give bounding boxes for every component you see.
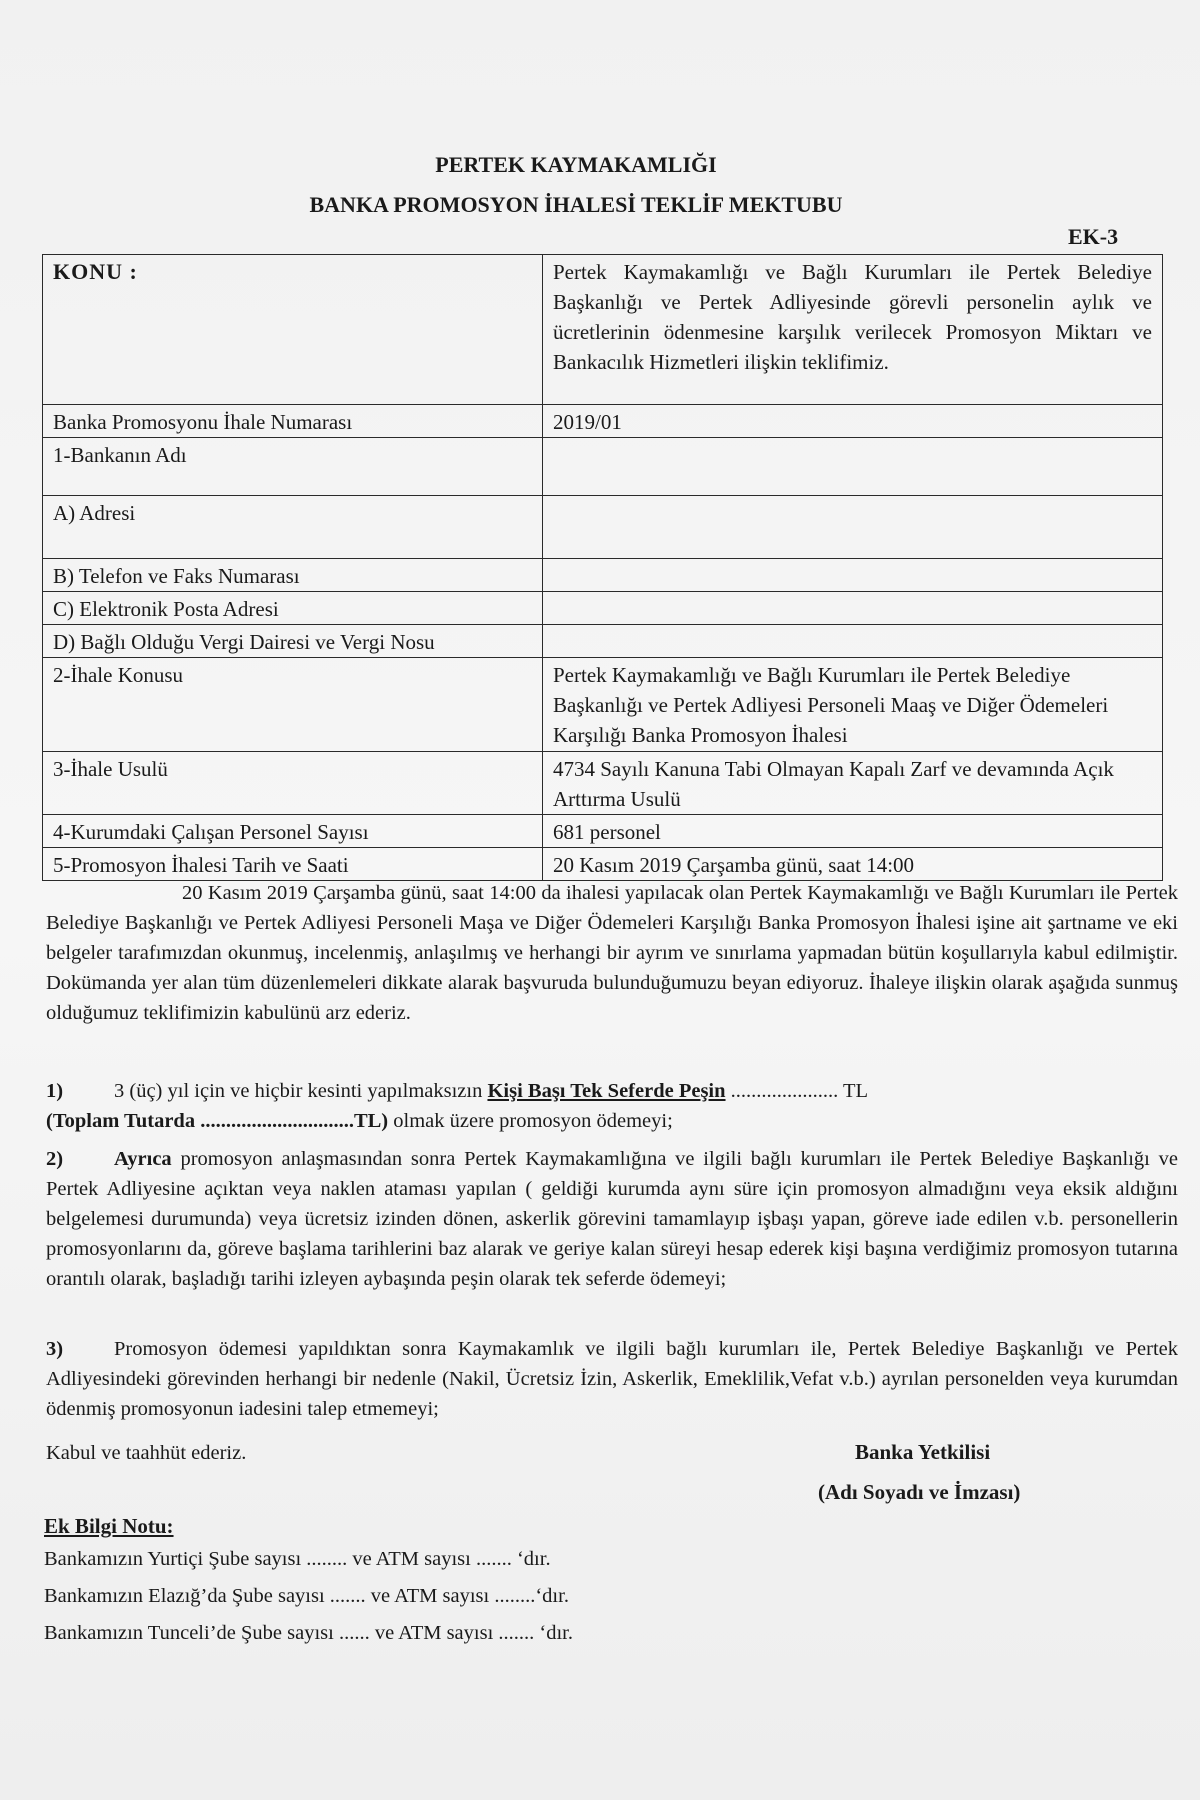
table-row (43, 405, 1163, 438)
row-label: B) Telefon ve Faks Numarası (43, 559, 543, 592)
item-1-text-c: olmak üzere promosyon ödemeyi; (388, 1110, 673, 1132)
note-line: Bankamızın Yurtiçi Şube sayısı ........ ve ATM sayısı ....... ‘dır. (44, 1548, 551, 1570)
row-value (543, 438, 1163, 496)
table-row (43, 592, 1163, 625)
item-1-text-b: ..................... TL (725, 1080, 869, 1102)
subject-label-cell (43, 255, 543, 405)
offer-form-table (42, 254, 1163, 881)
table-row (43, 255, 1163, 405)
note-line: Bankamızın Elazığ’da Şube sayısı ....... ve ATM sayısı ........‘dır. (44, 1585, 569, 1607)
subject-value: Pertek Kaymakamlığı ve Bağlı Kurumları ile Pertek Belediye Başkanlığı ve Pertek Adliyesinde görevli personelin aylık ve ücretlerinin ödenmesine karşılık verilecek Promosyon Miktarı ve Bankacılık Hizmetleri ilişkin teklifimiz. (543, 255, 1163, 405)
row-label: Banka Promosyonu İhale Numarası (43, 405, 543, 438)
item-3-number: 3) (46, 1338, 64, 1360)
table-row (43, 752, 1163, 815)
table-row (43, 815, 1163, 848)
note-heading: Ek Bilgi Notu: (44, 1514, 174, 1538)
item-2-number: 2) (46, 1148, 64, 1170)
row-value: 2019/01 (543, 405, 1163, 438)
table-row (43, 625, 1163, 658)
row-label: C) Elektronik Posta Adresi (43, 592, 543, 625)
document-title: BANKA PROMOSYON İHALESİ TEKLİF MEKTUBU (309, 192, 843, 217)
row-label: D) Bağlı Olduğu Vergi Dairesi ve Vergi Nosu (43, 625, 543, 658)
row-value (543, 625, 1163, 658)
table-row (43, 658, 1163, 752)
item-1-number: 1) (46, 1080, 64, 1102)
row-value (543, 496, 1163, 559)
row-label: 4-Kurumdaki Çalışan Personel Sayısı (43, 815, 543, 848)
row-value: 20 Kasım 2019 Çarşamba günü, saat 14:00 (543, 848, 1163, 881)
item-3-text: Promosyon ödemesi yapıldıktan sonra Kaymakamlık ve ilgili bağlı kurumları ile, Pertek Belediye Başkanlığı ve Pertek Adliyesindeki görevinden herhangi bir nedenle (Nakil, Ücretsiz İzin, Askerlik, Emeklilik,Vefat v.b.) ayrılan personelden veya kurumdan ödenmiş promosyonun iadesini talep etmemeyi; (46, 1338, 1178, 1420)
row-value (543, 559, 1163, 592)
item-2-lead: Ayrıca (114, 1148, 172, 1170)
table-row (43, 848, 1163, 881)
row-value: 681 personel (543, 815, 1163, 848)
row-value: Pertek Kaymakamlığı ve Bağlı Kurumları ile Pertek Belediye Başkanlığı ve Pertek Adliyesi Personeli Maaş ve Diğer Ödemeleri Karşılığı Banka Promosyon İhalesi (543, 658, 1163, 752)
row-value: 4734 Sayılı Kanuna Tabi Olmayan Kapalı Zarf ve devamında Açık Arttırma Usulü (543, 752, 1163, 815)
note-line: Bankamızın Tunceli’de Şube sayısı ...... ve ATM sayısı ....... ‘dır. (44, 1622, 573, 1644)
item-3 (46, 1334, 1178, 1424)
item-1-underlined: Kişi Başı Tek Seferde Peşin (487, 1080, 726, 1102)
row-label: 1-Bankanın Adı (43, 438, 543, 496)
table-row (43, 496, 1163, 559)
table-row (43, 559, 1163, 592)
row-label: 2-İhale Konusu (43, 658, 543, 752)
item-1-text-a: 3 (üç) yıl için ve hiçbir kesinti yapılmaksızın (114, 1080, 488, 1102)
row-label: A) Adresi (43, 496, 543, 559)
signature-title: Banka Yetkilisi (855, 1440, 991, 1464)
item-1-total: (Toplam Tutarda ..............................TL) (46, 1110, 389, 1132)
annex-label: EK-3 (1068, 224, 1119, 249)
item-2 (46, 1144, 1178, 1294)
institution-title: PERTEK KAYMAKAMLIĞI (435, 152, 717, 177)
table-row (43, 438, 1163, 496)
row-value (543, 592, 1163, 625)
closing-statement: Kabul ve taahhüt ederiz. (46, 1442, 247, 1464)
intro-paragraph: 20 Kasım 2019 Çarşamba günü, saat 14:00 da ihalesi yapılacak olan Pertek Kaymakamlığı ve Bağlı Kurumları ile Pertek Belediye Başkanlığı ve Pertek Adliyesi Personeli Maşa ve Diğer Ödemeleri Karşılığı Banka Promosyon İhalesi işine ait şartname ve eki belgeler tarafımızdan okunmuş, incelenmiş, anlaşılmış ve herhangi bir ayrım ve sınırlama yapmadan bütün koşullarıyla kabul edilmiştir. Dokümanda yer alan tüm düzenlemeleri dikkate alarak başvuruda bulunduğumuzu beyan ediyoruz. İhaleye ilişkin olarak aşağıda sunmuş olduğumuz teklifimizin kabulünü arz ederiz. (46, 882, 1178, 1024)
row-label: 5-Promosyon İhalesi Tarih ve Saati (43, 848, 543, 881)
signature-subtitle: (Adı Soyadı ve İmzası) (818, 1480, 1021, 1504)
item-1 (46, 1076, 1178, 1136)
subject-label: KONU : (53, 259, 138, 284)
row-label: 3-İhale Usulü (43, 752, 543, 815)
item-2-text: promosyon anlaşmasından sonra Pertek Kaymakamlığına ve ilgili bağlı kurumları ile Pertek Belediye Başkanlığı ve Pertek Adliyesine açıktan veya naklen ataması yapılan ( geldiği kurumda aynı süre için promosyon almadığını veya eksik aldığını belgelemesi durumunda) veya ücretsiz izinden dönen, askerlik görevini tamamlayıp işbaşı yapan, göreve iade edilen v.b. personellerin promosyonlarını da, göreve başlama tarihlerini baz alarak ve geriye kalan süreyi hesap ederek kişi başına verdiğimiz promosyon tutarına orantılı olarak, başladığı tarihi izleyen aybaşında peşin olarak tek seferde ödemeyi; (46, 1148, 1178, 1290)
